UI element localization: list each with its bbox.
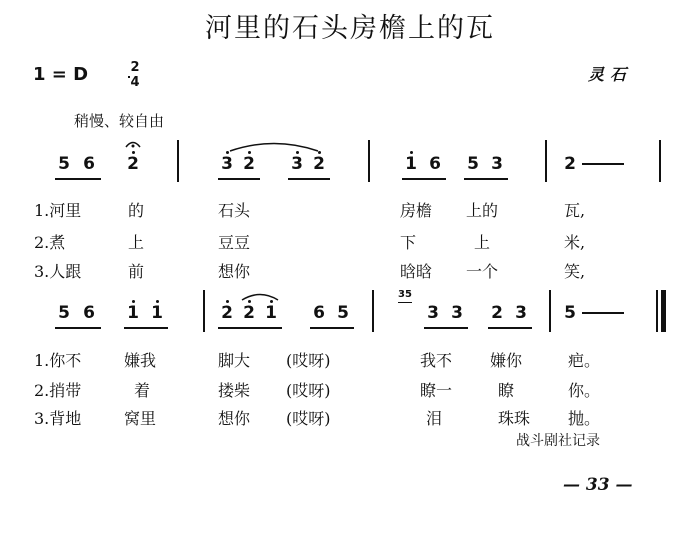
lyric: 瓦, bbox=[564, 201, 586, 220]
lyric: 脚大 bbox=[218, 351, 251, 370]
lyric: 我不 bbox=[420, 351, 453, 370]
note: 6 bbox=[313, 303, 325, 323]
song-title: 河里的石头房檐上的瓦 bbox=[205, 13, 495, 44]
note: 3 bbox=[451, 303, 463, 323]
note: 2 bbox=[243, 303, 255, 323]
lyric: 疤。 bbox=[568, 351, 601, 370]
barline bbox=[549, 290, 551, 332]
octave-dot bbox=[156, 300, 159, 303]
lyric: 瞭 bbox=[498, 381, 515, 400]
final-barline-thin bbox=[656, 290, 658, 332]
barline bbox=[177, 140, 179, 182]
octave-dot bbox=[132, 151, 135, 154]
note: 3 bbox=[515, 303, 527, 323]
meter-divider bbox=[128, 76, 130, 78]
eighth-underline bbox=[488, 327, 532, 329]
lyric: 着 bbox=[134, 381, 151, 400]
lyric: 抛。 bbox=[568, 409, 601, 428]
lyric: 2.煮 bbox=[34, 233, 66, 252]
lyric: 上 bbox=[474, 233, 491, 252]
tie-icon bbox=[228, 138, 320, 154]
page-number: — 33 — bbox=[563, 475, 633, 495]
lyric: 3.背地 bbox=[34, 409, 82, 428]
eighth-underline bbox=[424, 327, 468, 329]
barline bbox=[203, 290, 205, 332]
eighth-underline bbox=[124, 327, 168, 329]
lyric: 米, bbox=[564, 233, 586, 252]
note: 1 bbox=[151, 303, 163, 323]
eighth-underline bbox=[55, 327, 101, 329]
final-barline-thick bbox=[661, 290, 666, 332]
eighth-underline bbox=[288, 178, 330, 180]
lyric: 你。 bbox=[568, 381, 601, 400]
lyric: 房檐 bbox=[400, 201, 433, 220]
note: 6 bbox=[83, 303, 95, 323]
lyric: 窝里 bbox=[124, 409, 157, 428]
meter-top: 2 bbox=[130, 60, 140, 75]
lyric: 1.河里 bbox=[34, 201, 82, 220]
lyric: 2.捎带 bbox=[34, 381, 82, 400]
note: 5 bbox=[58, 154, 70, 174]
lyric: 上的 bbox=[466, 201, 499, 220]
lyric: 一个 bbox=[466, 262, 499, 281]
note: 2 bbox=[221, 303, 233, 323]
eighth-underline bbox=[218, 327, 282, 329]
lyric: 下 bbox=[400, 233, 417, 252]
grace-underline bbox=[398, 302, 412, 303]
transcription-credit: 战斗剧社记录 bbox=[516, 433, 600, 449]
lyric: (哎呀) bbox=[286, 409, 331, 428]
barline bbox=[659, 140, 661, 182]
lyric: 前 bbox=[128, 262, 145, 281]
note: 2 bbox=[313, 154, 325, 174]
barline bbox=[372, 290, 374, 332]
lyric: 笑, bbox=[564, 262, 586, 281]
note: 2 bbox=[564, 154, 576, 174]
note: 3 bbox=[427, 303, 439, 323]
grace-notes: 35 bbox=[398, 289, 412, 300]
lyric: 上 bbox=[128, 233, 145, 252]
octave-dot bbox=[410, 151, 413, 154]
note: 1 bbox=[405, 154, 417, 174]
barline bbox=[545, 140, 547, 182]
note: 3 bbox=[491, 154, 503, 174]
meter-bottom: 4 bbox=[130, 75, 140, 90]
time-signature bbox=[128, 60, 142, 90]
note: 2 bbox=[491, 303, 503, 323]
lyric: 泪 bbox=[426, 409, 443, 428]
lyric: 的 bbox=[128, 201, 145, 220]
barline bbox=[368, 140, 370, 182]
lyric: 珠珠 bbox=[498, 409, 531, 428]
lyric: 搂柴 bbox=[218, 381, 251, 400]
lyric: 想你 bbox=[218, 262, 251, 281]
lyric: 嫌你 bbox=[490, 351, 523, 370]
note: 6 bbox=[83, 154, 95, 174]
lyric: 3.人跟 bbox=[34, 262, 82, 281]
note: 2 bbox=[127, 154, 139, 174]
lyric: 石头 bbox=[218, 201, 251, 220]
lyric: 嫌我 bbox=[124, 351, 157, 370]
octave-dot bbox=[226, 300, 229, 303]
eighth-underline bbox=[55, 178, 101, 180]
octave-dot bbox=[132, 300, 135, 303]
lyric: 想你 bbox=[218, 409, 251, 428]
fermata-icon bbox=[124, 137, 142, 149]
key-signature: 1 = D bbox=[33, 64, 89, 85]
eighth-underline bbox=[310, 327, 354, 329]
slur-icon bbox=[240, 290, 280, 302]
note: 1 bbox=[127, 303, 139, 323]
extension-dash bbox=[582, 163, 624, 165]
eighth-underline bbox=[402, 178, 446, 180]
tempo-marking: 稍慢、较自由 bbox=[74, 112, 165, 130]
lyric: (哎呀) bbox=[286, 381, 331, 400]
note: 5 bbox=[564, 303, 576, 323]
lyric: 豆豆 bbox=[218, 233, 251, 252]
note: 5 bbox=[58, 303, 70, 323]
note: 6 bbox=[429, 154, 441, 174]
note: 1 bbox=[265, 303, 277, 323]
note: 5 bbox=[467, 154, 479, 174]
lyric: 晗晗 bbox=[400, 262, 433, 281]
lyric: 1.你不 bbox=[34, 351, 82, 370]
note: 3 bbox=[221, 154, 233, 174]
lyric: 瞭一 bbox=[420, 381, 453, 400]
eighth-underline bbox=[464, 178, 508, 180]
lyric: (哎呀) bbox=[286, 351, 331, 370]
note: 2 bbox=[243, 154, 255, 174]
note: 5 bbox=[337, 303, 349, 323]
eighth-underline bbox=[218, 178, 260, 180]
author: 灵石 bbox=[588, 65, 633, 84]
note: 3 bbox=[291, 154, 303, 174]
extension-dash bbox=[582, 312, 624, 314]
